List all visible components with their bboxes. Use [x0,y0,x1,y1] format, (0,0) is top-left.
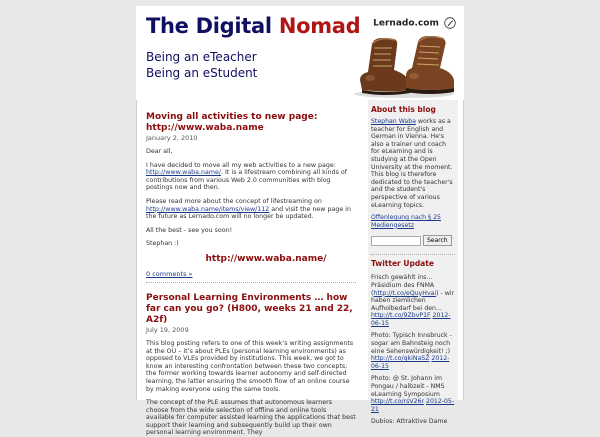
tweet-link[interactable]: http://t.co/9ZbvP1F [371,312,431,320]
post-1 [146,112,356,278]
search-form [371,235,455,246]
about-heading: About this blog [371,105,436,114]
tweet-text: Photo: Typisch Innsbruck - sogar am Bahnsteig noch eine Sehenswürdigkeit! ;) [371,332,452,355]
tweet-link[interactable]: http://t.co/qkiNaSZ [371,355,430,363]
post-body [146,340,356,437]
post-paragraph [146,198,356,221]
text-segment: I have decided to move all my web activities to a new page: [146,161,336,169]
search-input[interactable] [371,236,421,246]
post-divider [146,282,356,283]
post-paragraph: All the best - see you soon! [146,226,233,234]
post-2 [146,293,356,437]
post-body [146,148,356,248]
hiking-boots-image [350,30,458,100]
lifestream-link[interactable]: http://www.waba.name/items/view/112 [146,205,270,213]
author-link[interactable]: Stephan Waba [371,118,416,125]
post-title[interactable]: Moving all activities to new page: http://www.waba.name [146,112,318,133]
about-text [371,118,455,209]
post-paragraph: This blog posting refers to one of this week’s writing assignments at the OU – it’s about PLEs (personal learning environments) as opposed to VLEs provided by institutions. This week, we got to know an interesting confrontation between these two concepts; the former working towards learner autonomy and self-directed learning, the latter ensuring the smooth flow of an online course by making everyone using the same tools. [146,339,354,393]
waba-link[interactable]: http://www.waba.name/ [146,169,222,177]
tweet-text: Frisch gewählt ins... Präsidium des FNMA ( [371,274,435,297]
tweet [371,418,455,426]
tagline-estudent: Being an eStudent [146,66,258,80]
tagline-eteacher: Being an eTeacher [146,50,257,64]
comments-link[interactable]: 0 comments » [146,269,193,278]
about-body: works as a teacher for English and German in Vienna. He's also a trainer und coach for eLearning and is studying at the Open University at the moment. This blog is therefore dedicated to the teacher's and the student's perspective of various eLearning topics. [371,118,453,209]
tweet-date[interactable]: 2012-06-15 [371,312,451,327]
tweet-link[interactable]: http://t.co/rsV26r [371,398,425,406]
main-content [146,112,356,437]
text-segment: and visit the new page in the future as Lernado.com will no longer be updated. [146,205,351,221]
tweet-date[interactable]: 2012-05-21 [371,398,455,413]
post-date: January 2, 2010 [146,134,198,142]
post-paragraph [146,162,356,192]
blog-title-part2: Nomad [278,14,361,38]
legal-notice-link[interactable]: Offenlegung nach § 25 Mediengesetz [371,214,441,229]
post-title[interactable]: Personal Learning Environments … how far can you go? (H800, weeks 21 and 22, A2f) [146,292,353,325]
blog-header [136,6,464,100]
blog-title[interactable] [146,14,360,38]
tweet-date[interactable]: 2012-06-15 [371,355,450,370]
post-paragraph: Dear all, [146,148,173,155]
tweet-link[interactable]: http://t.co/eQuyHvai [373,289,437,297]
tweet-text: ) - wir haben ziemlichen Aufholbedarf bei den... [371,289,455,312]
post-paragraph: The concept of the PLE assumes that autonomous learners choose from the wide selection of offline and online tools available for computer assisted learning the applications that best support their learning and subsequently build up their own personal learning environment. They [146,399,356,437]
tweet [371,332,455,370]
pen-icon [444,17,456,29]
text-segment: . It is a lifestream combining all kinds of contributions from various Web 2.0 communities with blog postings now and then. [146,169,347,192]
site-logo-text: Lernado.com [373,18,439,29]
tweet [371,375,455,413]
tweet [371,274,455,327]
site-logo[interactable] [373,17,456,29]
twitter-heading: Twitter Update [371,259,434,269]
sidebar [368,100,458,426]
tweet-text: Photo: @ St. Johann im Pongau / halbzeit - NMS eLearning Symposium [371,375,445,398]
tweet-text: Dubios: Attraktive Dame [371,418,448,426]
post-date: July 19, 2009 [146,325,189,334]
waba-big-link[interactable]: http://www.waba.name/ [205,253,327,264]
search-button[interactable]: Search [423,235,452,246]
sidebar-divider [371,254,455,255]
text-segment: Please read more about the concept of lifestreaming on [146,197,322,205]
post-paragraph: Stephan :) [146,240,179,248]
blog-title-part1: The Digital [146,14,279,38]
